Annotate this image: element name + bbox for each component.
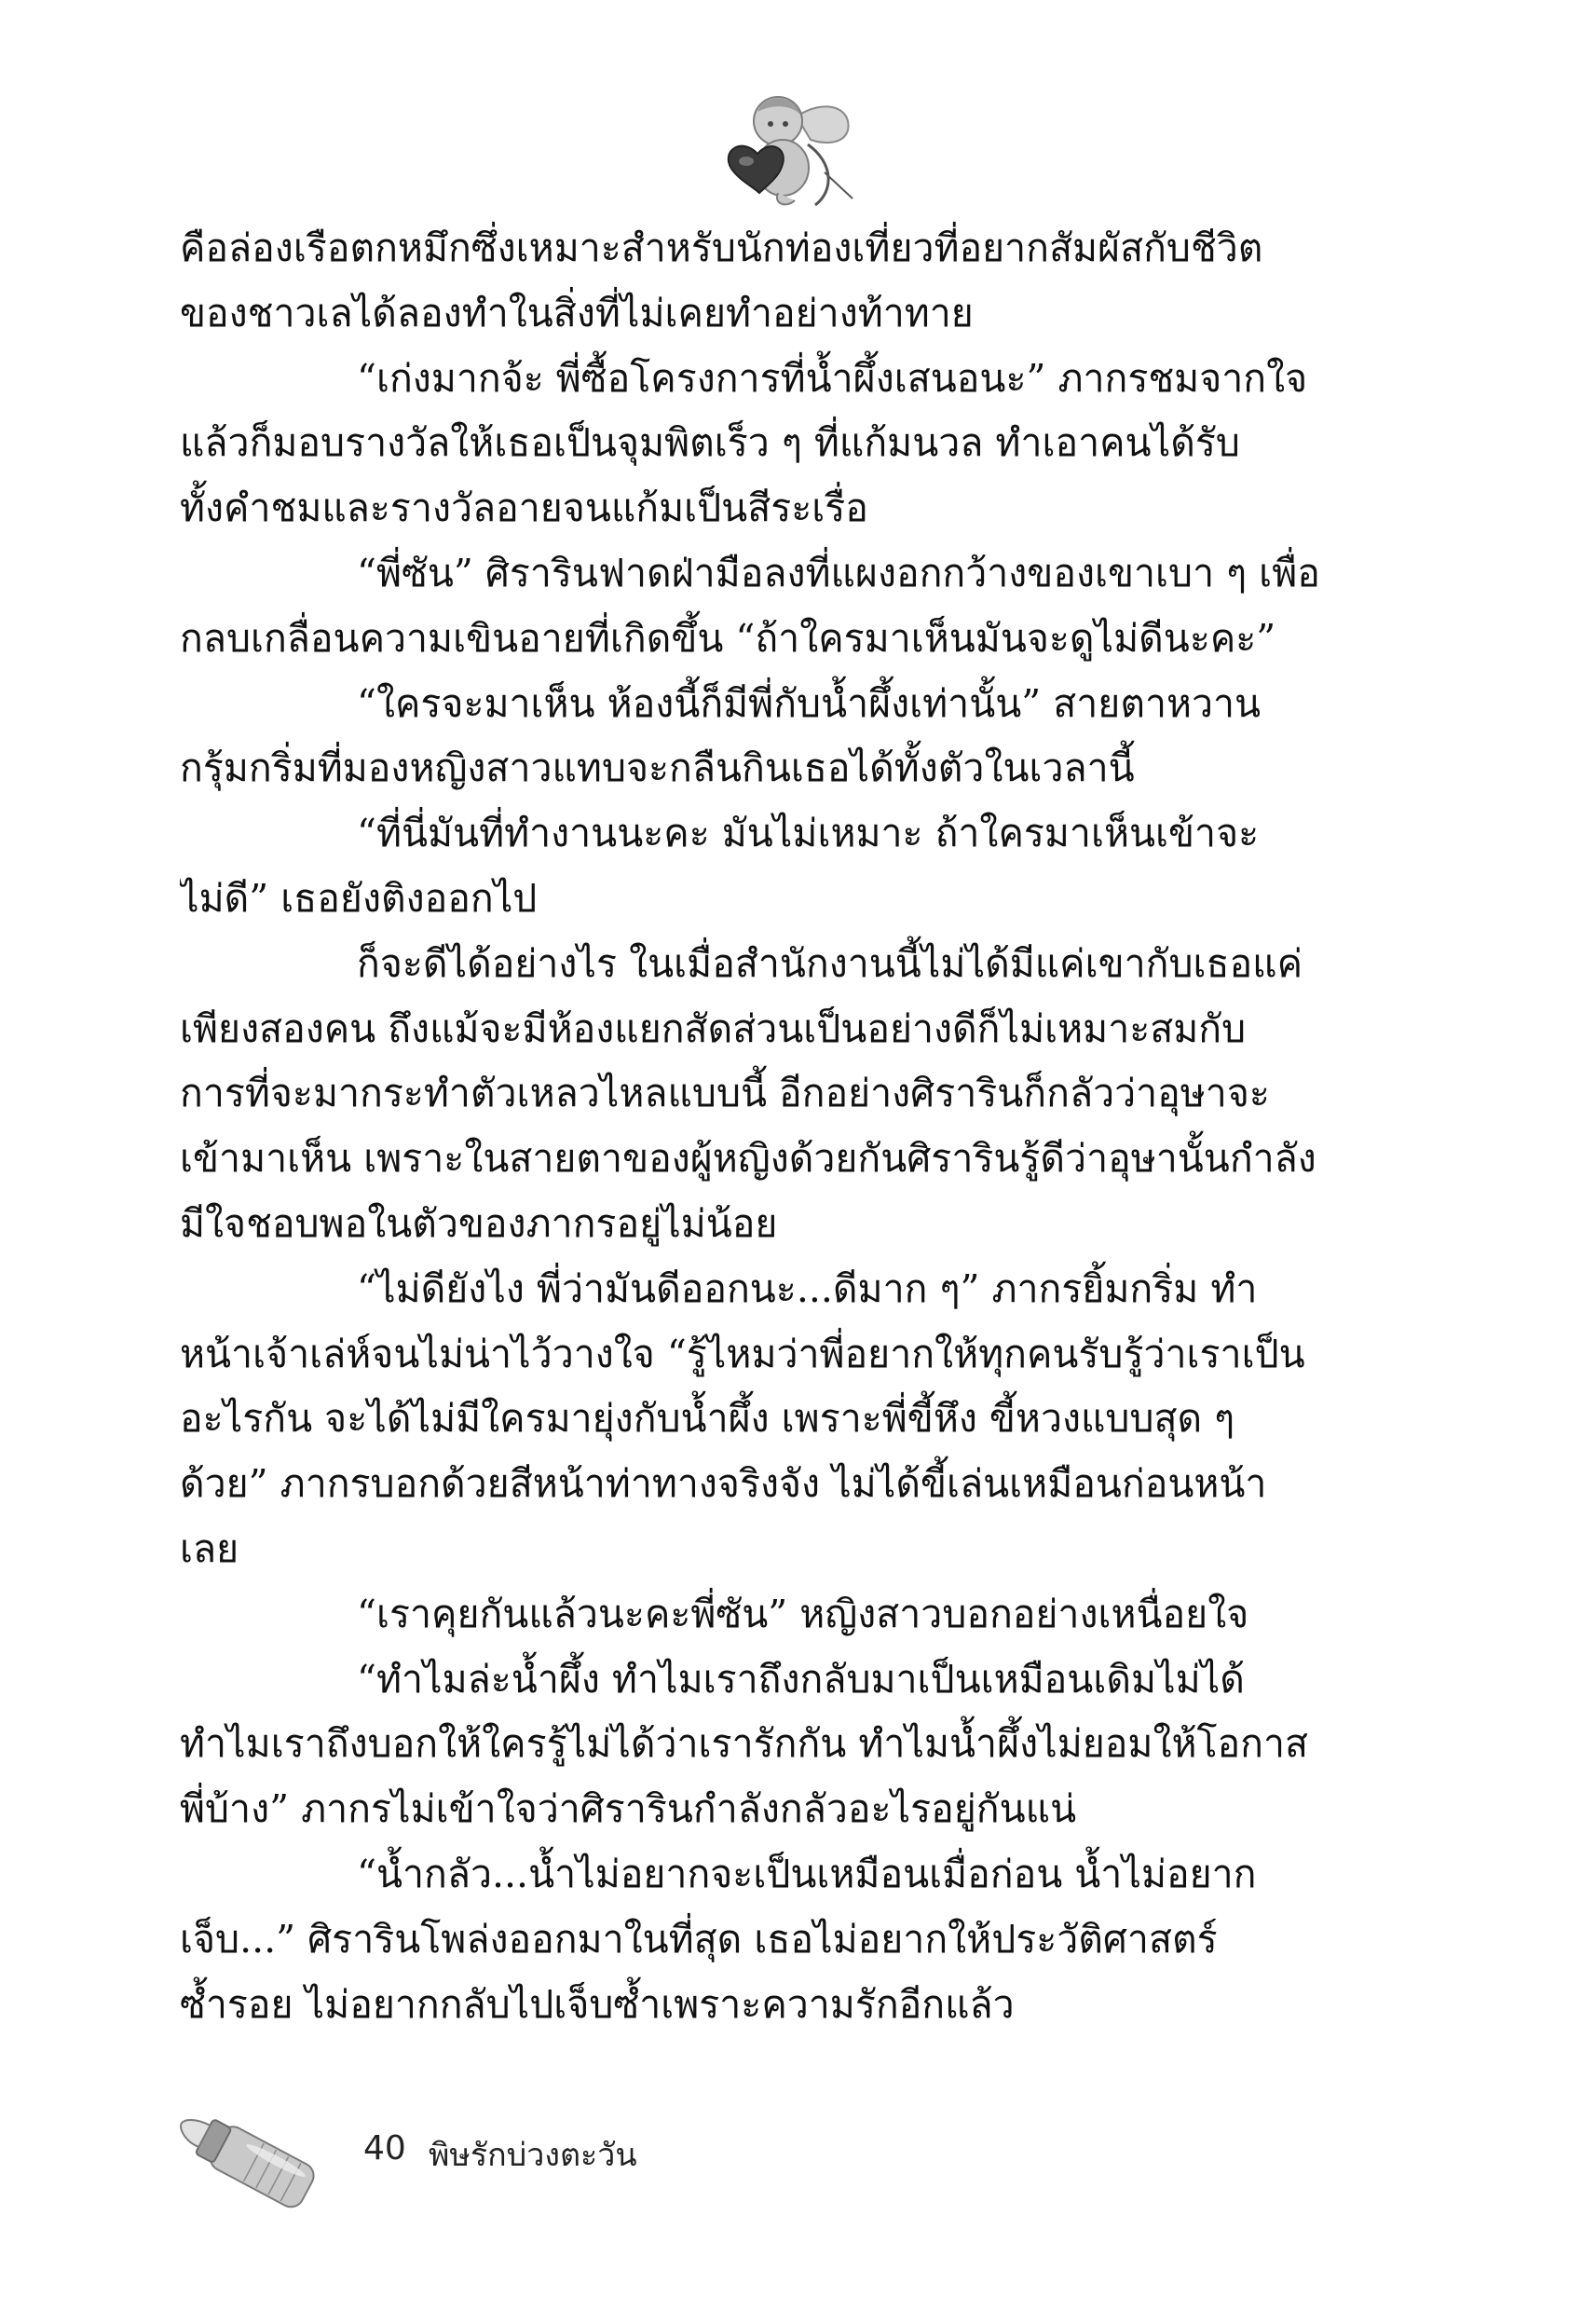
text-line: กรุ้มกริ่มที่มองหญิงสาวแทบจะกลืนกินเธอได้ทั้งตัวในเวลานี้ xyxy=(180,745,1135,791)
text-line: เพียงสองคน ถึงแม้จะมีห้องแยกสัดส่วนเป็นอย่างดีก็ไม่เหมาะสมกับ xyxy=(180,1005,1247,1051)
text-line: การที่จะมากระทำตัวเหลวไหลแบบนี้ อีกอย่างศิรารินก็กลัวว่าอุษาจะ xyxy=(180,1071,1270,1116)
text-line: กลบเกลื่อนความเขินอายที่เกิดขึ้น “ถ้าใครมาเห็นมันจะดูไม่ดีนะคะ” xyxy=(180,615,1276,661)
cupid-icon xyxy=(685,89,862,210)
text-line: “เก่งมากจ้ะ พี่ซื้อโครงการที่น้ำผึ้งเสนอนะ” ภากรชมจากใจ xyxy=(357,355,1308,401)
text-line: ของชาวเลได้ลองทำในสิ่งที่ไม่เคยทำอย่างท้าทาย xyxy=(180,290,974,335)
text-line: ซ้ำรอย ไม่อยากกลับไปเจ็บซ้ำเพราะความรักอีกแล้ว xyxy=(180,1981,1015,2027)
text-line: “น้ำกลัว...น้ำไม่อยากจะเป็นเหมือนเมื่อก่อน น้ำไม่อยาก xyxy=(357,1851,1257,1896)
text-line: ไม่ดี” เธอยังติงออกไป xyxy=(180,875,538,921)
text-line: พี่บ้าง” ภากรไม่เข้าใจว่าศิรารินกำลังกลัวอะไรอยู่กันแน่ xyxy=(180,1786,1077,1832)
text-line: “เราคุยกันแล้วนะคะพี่ซัน” หญิงสาวบอกอย่างเหนื่อยใจ xyxy=(357,1591,1249,1636)
text-line: “พี่ซัน” ศิรารินฟาดฝ่ามือลงที่แผงอกกว้างของเขาเบา ๆ เพื่อ xyxy=(357,550,1320,595)
page-number: 40 xyxy=(363,2129,406,2167)
text-line: ทำไมเราถึงบอกให้ใครรู้ไม่ได้ว่าเรารักกัน ทำไมน้ำผึ้งไม่ยอมให้โอกาส xyxy=(180,1721,1309,1767)
book-title: พิษรักบ่วงตะวัน xyxy=(429,2137,637,2174)
page-footer xyxy=(158,2101,811,2232)
baby-bottle-icon xyxy=(158,2101,345,2232)
text-line: เจ็บ...” ศิรารินโพล่งออกมาในที่สุด เธอไม่อยากให้ประวัติศาสตร์ xyxy=(180,1916,1218,1962)
text-line: “ไม่ดียังไง พี่ว่ามันดีออกนะ...ดีมาก ๆ” ภากรยิ้มกริ่ม ทำ xyxy=(357,1265,1258,1311)
text-line: “ที่นี่มันที่ทำงานนะคะ มันไม่เหมาะ ถ้าใครมาเห็นเข้าจะ xyxy=(357,811,1260,856)
text-line: ก็จะดีได้อย่างไร ในเมื่อสำนักงานนี้ไม่ได้มีแค่เขากับเธอแค่ xyxy=(357,940,1303,986)
text-line: ทั้งคำชมและรางวัลอายจนแก้มเป็นสีระเรื่อ xyxy=(180,485,868,531)
text-line: “ทำไมล่ะน้ำผึ้ง ทำไมเราถึงกลับมาเป็นเหมือนเดิมไม่ได้ xyxy=(357,1656,1245,1702)
text-line: แล้วก็มอบรางวัลให้เธอเป็นจุมพิตเร็ว ๆ ที่แก้มนวล ทำเอาคนได้รับ xyxy=(180,420,1240,466)
text-line: เลย xyxy=(180,1525,239,1571)
text-line: “ใครจะมาเห็น ห้องนี้ก็มีพี่กับน้ำผึ้งเท่านั้น” สายตาหวาน xyxy=(357,680,1262,726)
text-line: เข้ามาเห็น เพราะในสายตาของผู้หญิงด้วยกันศิรารินรู้ดีว่าอุษานั้นกำลัง xyxy=(180,1136,1316,1182)
text-line: อะไรกัน จะได้ไม่มีใครมายุ่งกับน้ำผึ้ง เพราะพี่ขี้หึง ขี้หวงแบบสุด ๆ xyxy=(180,1396,1235,1442)
text-line: ด้วย” ภากรบอกด้วยสีหน้าท่าทางจริงจัง ไม่ได้ขี้เล่นเหมือนก่อนหน้า xyxy=(180,1461,1267,1507)
text-line: มีใจชอบพอในตัวของภากรอยู่ไม่น้อย xyxy=(180,1200,778,1246)
body-text xyxy=(180,216,1326,2037)
text-line: คือล่องเรือตกหมึกซึ่งเหมาะสำหรับนักท่องเที่ยวที่อยากสัมผัสกับชีวิต xyxy=(180,226,1263,270)
text-line: หน้าเจ้าเล่ห์จนไม่น่าไว้วางใจ “รู้ไหมว่าพี่อยากให้ทุกคนรับรู้ว่าเราเป็น xyxy=(180,1331,1305,1376)
